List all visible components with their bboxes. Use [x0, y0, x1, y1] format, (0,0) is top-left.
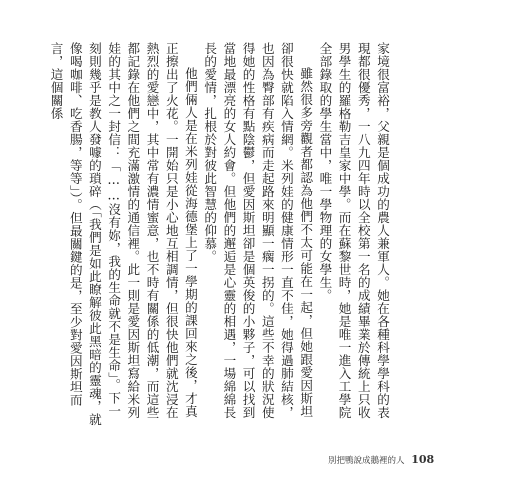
paragraph: 他們倆人是在米列娃從海德堡上了一學期的課回來之後，才真正擦出了火花。一開始只是小心地互相調情，但很快他們就沈浸在熱烈的愛戀中，其中常有濃情蜜意，也不時有關係的低潮，而這些都記錄在他們之間充滿激情的通信裡。此一則是愛因斯坦寫給米列娃的其中之一封信：「……沒有妳，我的生命就不是生命」。下一刻則幾乎是教人發噱的瑣碎（「我們是如此瞭解彼此黑暗的靈魂，就像喝咖啡、吃香腸，等等」）。但最關鍵的是，至少對愛因斯坦而言，這個關係	[48, 42, 198, 426]
running-title: 別把鴨說成鵝裡的人	[328, 456, 405, 466]
page-footer	[328, 453, 434, 466]
page-number: 108	[411, 453, 435, 466]
paragraph: 雖然很多旁觀者都認為他們不太可能在一起，但她跟愛因斯坦卻很快就陷入情網。米列娃的健康情形一直不佳，她得過肺結核，也因為臀部有疾病而走起路來明顯一瘸一拐的。這些不幸的狀況使得她的性格有點陰鬱，但愛因斯坦卻是個英俊的小夥子，可以找到當地最漂亮的女人約會。但他們的邂逅是心靈的相遇，一場綿綿長長的愛情，扎根於對彼此智慧的仰慕。	[202, 42, 314, 419]
body-text	[46, 42, 392, 428]
paragraph: 家境很富裕，父親是個成功的農人兼軍人。她在各種科學學科的表現都很優秀，一八九四年時以全校第一名的成績畢業於傳統上只收男學生的羅格勒吉皇家中學。而在蘇黎世時，她是唯一進入工學院全部錄取的學生當中，唯一學物理的女學生。	[317, 42, 390, 419]
